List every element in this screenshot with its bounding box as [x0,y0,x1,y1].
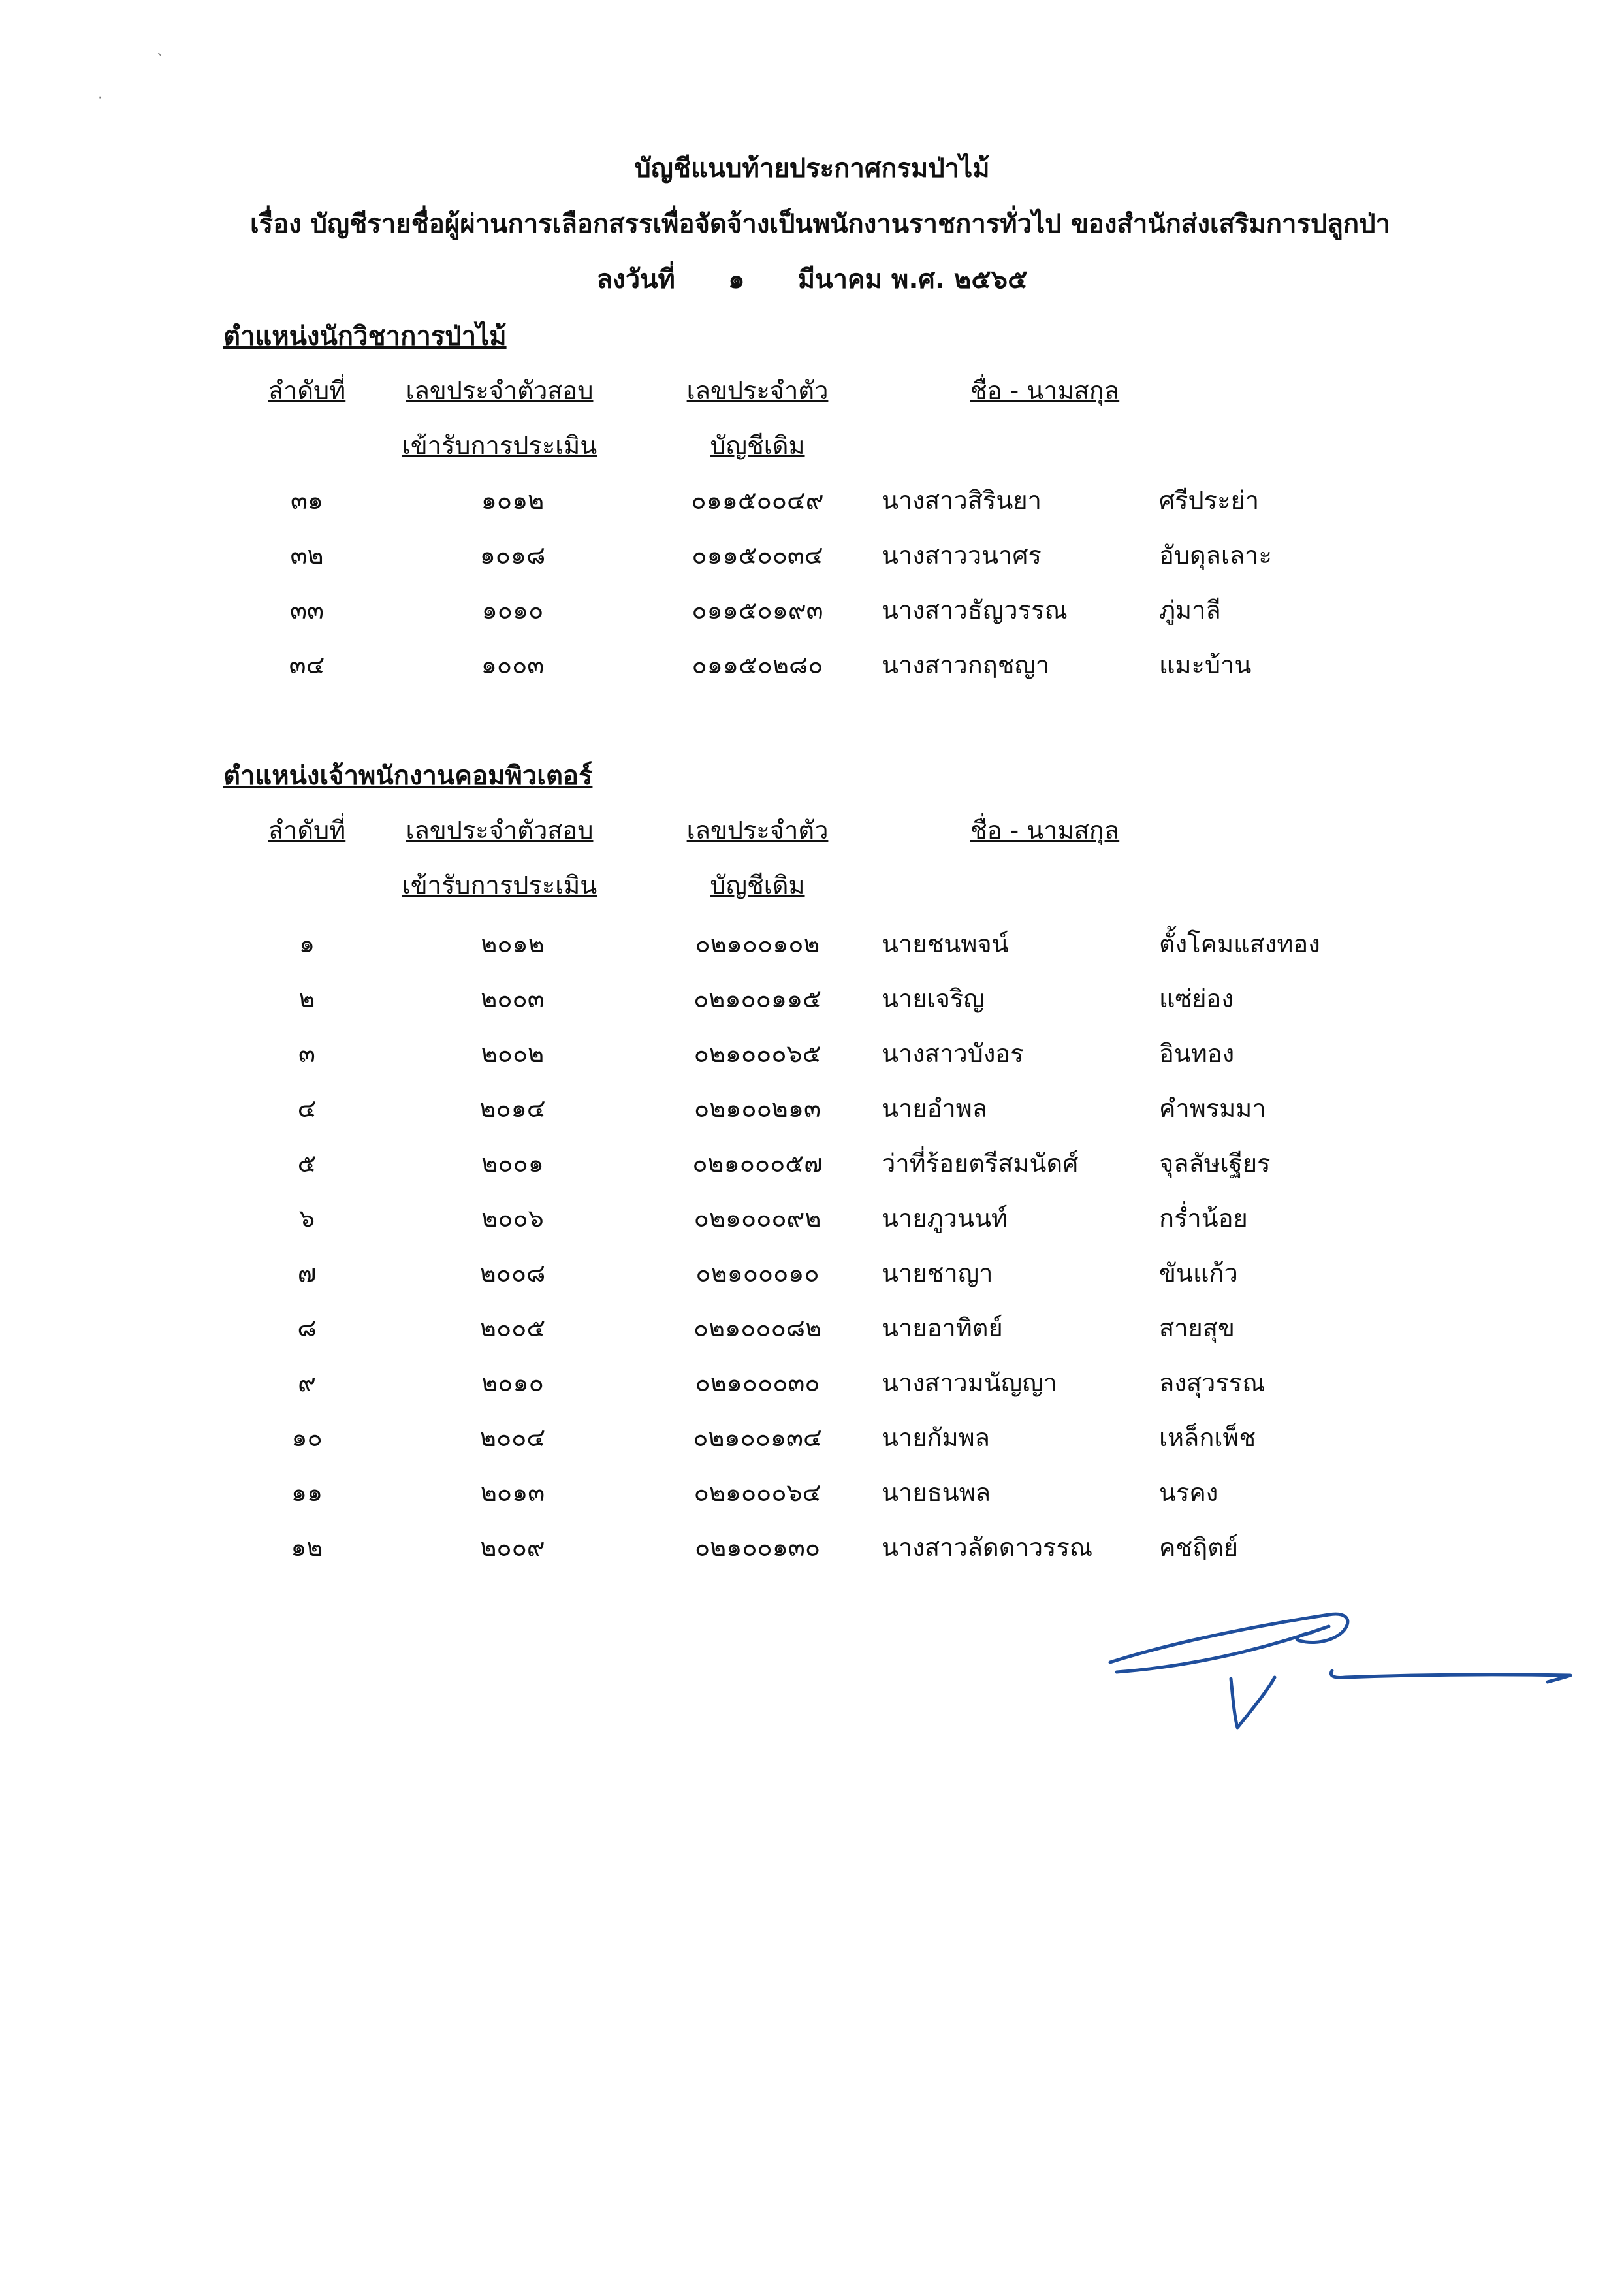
row-seq: ๑๐ [291,1423,323,1452]
row-seq: ๕ [297,1149,317,1178]
row-name: นางสาวธัญวรรณ [882,596,1068,624]
row-acct: ๐๒๑๐๐๐๘๒ [693,1314,822,1342]
table-row [0,1148,1624,1202]
row-seq: ๓๔ [289,651,325,679]
row-test-id: ๒๐๑๔ [479,1094,546,1123]
signature [1104,1600,1574,1731]
scan-speck: · [98,90,103,106]
row-surname: คำพรมมา [1159,1094,1266,1123]
row-acct: ๐๒๑๐๐๐๖๔ [693,1478,821,1507]
row-name: นางสาววนาศร [882,541,1042,570]
row-seq: ๑ [298,929,315,958]
row-name: นายชนพจน์ [882,929,1009,958]
row-acct: ๐๒๑๐๐๐๓๐ [695,1368,820,1397]
row-test-id: ๒๐๑๒ [481,929,545,958]
table-row [0,1093,1624,1148]
row-test-id: ๒๐๐๒ [481,1039,545,1068]
table-row [0,594,1624,649]
row-acct: ๐๑๑๕๐๐๓๔ [692,541,823,570]
column-header-test-id: เลขประจำตัวสอบ [406,376,594,405]
column-header-seq: ลำดับที่ [268,816,346,845]
row-name: นายอำพล [882,1094,988,1123]
row-name: นายธนพล [882,1478,991,1507]
date-day: ๑ [728,265,745,295]
row-acct: ๐๒๑๐๐๐๕๗ [692,1149,823,1178]
row-name: นายภูวนนท์ [882,1204,1008,1233]
row-test-id: ๒๐๐๖ [481,1204,544,1233]
date-month-year: มีนาคม พ.ศ. ๒๕๖๕ [797,265,1028,295]
row-name: นายชาญา [882,1259,993,1287]
row-test-id: ๒๐๐๔ [479,1423,546,1452]
column-header-name: ชื่อ - นามสกุล [970,816,1120,845]
row-acct: ๐๒๑๐๐๐๖๕ [693,1039,821,1068]
row-name: นางสาวกฤชญา [882,651,1050,679]
column-header-acct-line2: บัญชีเดิม [710,871,805,899]
row-acct: ๐๑๑๕๐๑๙๓ [692,596,823,624]
table-row [0,1312,1624,1367]
row-test-id: ๒๐๐๘ [479,1259,546,1287]
column-header-test-id-line2: เข้ารับการประเมิน [402,431,597,460]
row-seq: ๑๑ [291,1478,323,1507]
table-row [0,485,1624,540]
column-header-name: ชื่อ - นามสกุล [970,376,1120,405]
row-test-id: ๒๐๐๙ [480,1533,545,1562]
announcement-date [0,263,1624,296]
row-surname: กร่ำน้อย [1159,1204,1248,1233]
row-name: นายกัมพล [882,1423,990,1452]
row-seq: ๓๒ [290,541,324,570]
row-surname: ภู่มาลี [1159,596,1221,624]
row-surname: ลงสุวรรณ [1159,1368,1266,1397]
row-acct: ๐๒๑๐๐๐๙๒ [693,1204,821,1233]
row-acct: ๐๒๑๐๐๑๐๒ [695,929,820,958]
row-name: ว่าที่ร้อยตรีสมนัดศ์ [882,1149,1079,1178]
section-title-computer-officer: ตำแหน่งเจ้าพนักงานคอมพิวเตอร์ [223,761,593,791]
row-test-id: ๑๐๑๐ [481,596,544,624]
row-seq: ๑๒ [291,1533,323,1562]
row-surname: แมะบ้าน [1159,651,1252,679]
table-row [0,540,1624,594]
row-name: นายอาทิตย์ [882,1314,1003,1342]
row-name: นางสาวลัดดาวรรณ [882,1533,1093,1562]
row-test-id: ๒๐๐๕ [479,1314,546,1342]
table-row [0,1367,1624,1422]
row-seq: ๖ [298,1204,315,1233]
table-row [0,1202,1624,1257]
row-seq: ๔ [297,1094,317,1123]
column-header-test-id: เลขประจำตัวสอบ [406,816,594,845]
row-test-id: ๑๐๑๘ [479,541,546,570]
scan-speck: ` [157,52,164,69]
row-test-id: ๒๐๐๓ [481,984,545,1013]
table-row [0,1038,1624,1093]
row-acct: ๐๒๑๐๐๐๑๐ [695,1259,820,1287]
row-name: นางสาวบังอร [882,1039,1024,1068]
row-name: นายเจริญ [882,984,985,1013]
table-row [0,1477,1624,1532]
row-acct: ๐๒๑๐๐๑๓๐ [694,1533,821,1562]
row-acct: ๐๒๑๐๐๑๑๕ [693,984,821,1013]
row-acct: ๐๑๑๕๐๒๘๐ [692,651,823,679]
row-surname: อับดุลเลาะ [1159,541,1272,570]
section-title-forestry-academic: ตำแหน่งนักวิชาการป่าไม้ [223,321,507,351]
table-row [0,928,1624,983]
row-surname: ตั้งโคมแสงทอง [1159,929,1320,958]
row-seq: ๓๑ [290,486,324,515]
row-test-id: ๑๐๐๓ [481,651,545,679]
column-header-test-id-line2: เข้ารับการประเมิน [402,871,597,899]
row-surname: คชฤิตย์ [1159,1533,1239,1562]
row-acct: ๐๑๑๕๐๐๔๙ [691,486,824,515]
row-surname: ศรีประย่า [1159,486,1260,515]
row-test-id: ๒๐๑๐ [481,1368,544,1397]
row-name: นางสาวมนัญญา [882,1368,1057,1397]
row-test-id: ๒๐๐๑ [481,1149,544,1178]
date-prefix: ลงวันที่ [596,265,675,295]
column-header-acct: เลขประจำตัว [686,376,829,405]
table-row [0,983,1624,1038]
column-header-acct: เลขประจำตัว [686,816,829,845]
column-header-seq: ลำดับที่ [268,376,346,405]
row-surname: เหล็กเพ็ช [1159,1423,1256,1452]
table-row [0,1532,1624,1587]
announcement-subject: เรื่อง บัญชีรายชื่อผู้ผ่านการเลือกสรรเพื่อจัดจ้างเป็นพนักงานราชการทั่วไป ของสำนักส่งเสริมการปลูกป่า [250,209,1390,239]
row-acct: ๐๒๑๐๐๒๑๓ [694,1094,821,1123]
row-surname: อินทอง [1159,1039,1235,1068]
row-name: นางสาวสิรินยา [882,486,1042,515]
row-seq: ๒ [298,984,315,1013]
row-seq: ๗ [297,1259,317,1287]
table-row [0,1422,1624,1477]
row-test-id: ๑๐๑๒ [481,486,545,515]
row-test-id: ๒๐๑๓ [480,1478,545,1507]
row-seq: ๓ [298,1039,315,1068]
column-header-acct-line2: บัญชีเดิม [710,431,805,460]
row-surname: จุลลัษเฐียร [1159,1149,1271,1178]
row-surname: แซ่ย่อง [1159,984,1234,1013]
row-surname: นรคง [1159,1478,1218,1507]
table-row [0,1257,1624,1312]
row-seq: ๘ [297,1314,317,1342]
row-surname: ขันแก้ว [1159,1259,1238,1287]
announcement-title: บัญชีแนบท้ายประกาศกรมป่าไม้ [634,153,990,184]
row-acct: ๐๒๑๐๐๑๓๔ [693,1423,822,1452]
row-seq: ๙ [298,1368,316,1397]
row-seq: ๓๓ [290,596,324,624]
row-surname: สายสุข [1159,1314,1235,1342]
table-row [0,649,1624,704]
